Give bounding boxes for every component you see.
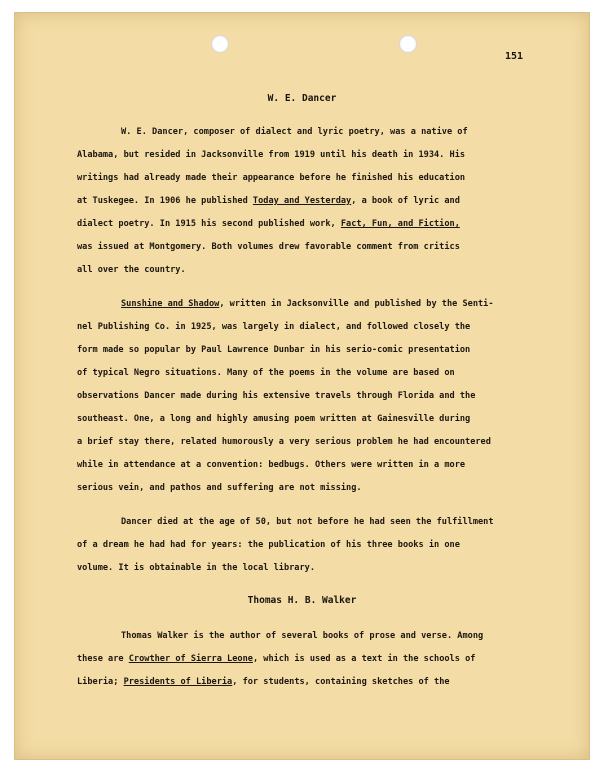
punch-hole xyxy=(211,35,229,53)
document-page xyxy=(14,12,590,760)
book-title: Sunshine and Shadow xyxy=(121,299,220,309)
paragraph-sunshine-shadow: Sunshine and Shadow, written in Jacksonville and published by the Senti- nel Publishing Co. in 1925, was largely in dialect, and followed closely the form made so popular by Paul Lawrence Dunbar in his serio-comic presentation of typical Negro situations. Many of the poems in the volume are based on observations Dancer made during his extensive travels through Florida and the southeast. One, a long and highly amusing poem written at Gainesville during a brief stay there, related humorously a very serious problem he had encountered while in attendance at a convention: bedbugs. Others were written in a more serious vein, and pathos and suffering are not missing. xyxy=(77,299,494,493)
book-title: Crowther of Sierra Leone xyxy=(128,654,253,664)
paragraph-walker: Thomas Walker is the author of several books of prose and verse. Among these are Crowther of Sierra Leone, which is used as a text in the schools of Liberia; Presidents of Liberia, for students, containing sketches of the xyxy=(77,631,484,687)
book-title: Presidents of Liberia xyxy=(123,677,233,687)
paragraph-dancer-bio: W. E. Dancer, composer of dialect and lyric poetry, was a native of Alabama, but resided in Jacksonville from 1919 until his death in 1934. His writings had already made their appearance before he finished his education at Tuskegee. In 1906 he published Today and Yesterday, a book of lyric and dialect poetry. In 1915 his second published work, Fact, Fun, and Fiction, was issued at Montgomery. Both volumes drew favorable comment from critics all over the country. xyxy=(77,127,468,275)
paragraph-dancer-death: Dancer died at the age of 50, but not before he had seen the fulfillment of a dream he had had for years: the publication of his three books in one volume. It is obtainable in the local library. xyxy=(77,517,494,573)
section-heading-walker: Thomas H. B. Walker xyxy=(247,595,357,606)
book-title: Fact, Fun, and Fiction, xyxy=(340,219,460,229)
page-number: 151 xyxy=(505,51,524,62)
book-title: Today and Yesterday xyxy=(252,196,352,206)
section-heading-dancer: W. E. Dancer xyxy=(267,93,337,104)
punch-hole xyxy=(399,35,417,53)
